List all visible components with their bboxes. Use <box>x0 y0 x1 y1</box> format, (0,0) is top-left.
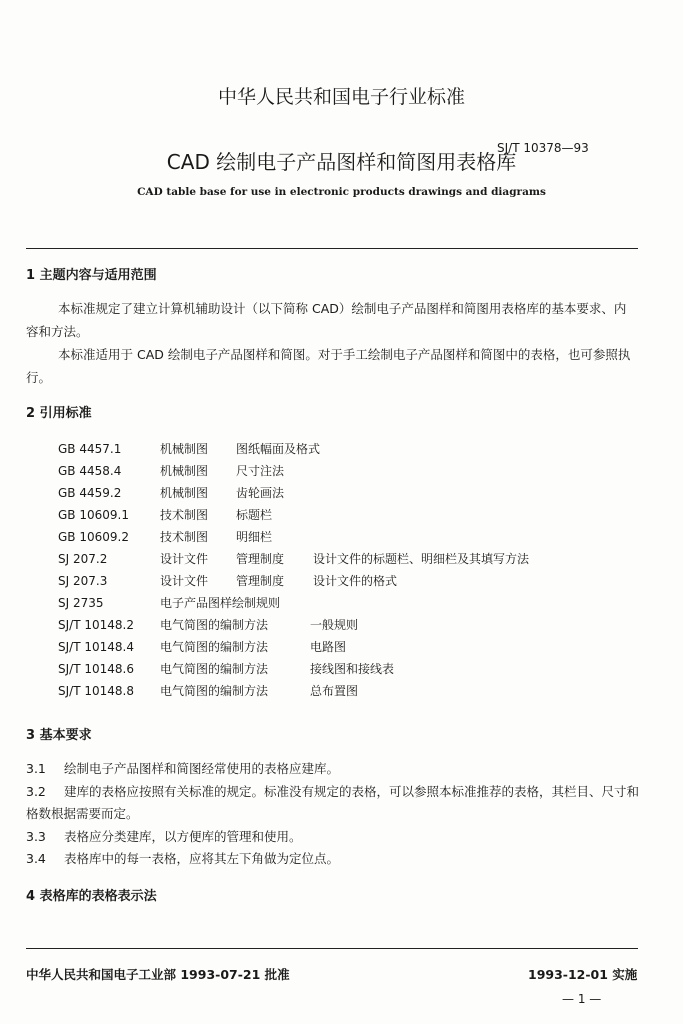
implementation-date: 1993-12-01 实施 <box>528 967 638 982</box>
requirement-number: 3.4 <box>26 851 46 866</box>
reference-category: 电子产品图样绘制规则 <box>160 596 281 610</box>
page-number: — 1 — <box>562 992 602 1006</box>
reference-category: 技术制图 <box>160 530 209 544</box>
requirement-item <box>26 826 646 848</box>
reference-code: GB 4459.2 <box>58 486 122 500</box>
reference-row <box>58 550 529 572</box>
section-1-para-2 <box>26 343 638 389</box>
reference-subject: 总布置图 <box>310 684 359 698</box>
document-title-cn: CAD 绘制电子产品图样和简图用表格库 <box>166 150 517 174</box>
reference-row <box>58 660 394 682</box>
org-standard-header: 中华人民共和国电子行业标准 <box>217 86 465 108</box>
reference-row <box>58 484 313 506</box>
reference-code: GB 10609.1 <box>58 508 129 522</box>
reference-description: 设计文件的标题栏、明细栏及其填写方法 <box>313 552 530 566</box>
reference-category: 电气简图的编制方法 <box>160 640 269 654</box>
requirement-text: 表格库中的每一表格，应将其左下角做为定位点。 <box>64 851 340 866</box>
reference-code: SJ/T 10148.2 <box>58 618 134 632</box>
reference-row <box>58 682 358 704</box>
reference-category: 设计文件 <box>160 552 209 566</box>
requirement-text: 表格应分类建库，以方便库的管理和使用。 <box>64 829 302 844</box>
reference-code: SJ 2735 <box>58 596 104 610</box>
reference-category: 机械制图 <box>160 442 209 456</box>
approval-line: 中华人民共和国电子工业部 1993-07-21 批准 <box>26 967 290 982</box>
reference-subject: 管理制度 <box>236 574 285 588</box>
reference-row <box>58 462 313 484</box>
reference-code: SJ 207.2 <box>58 552 108 566</box>
requirement-item <box>26 848 646 870</box>
document-title-en: CAD table base for use in electronic products drawings and diagrams <box>137 186 546 198</box>
reference-code: GB 4457.1 <box>58 442 122 456</box>
section-2-heading: 2 引用标准 <box>26 406 92 421</box>
section-1-heading: 1 主题内容与适用范围 <box>26 268 157 283</box>
reference-row <box>58 440 321 462</box>
reference-subject: 齿轮画法 <box>236 486 285 500</box>
reference-code: SJ/T 10148.4 <box>58 640 134 654</box>
reference-category: 机械制图 <box>160 464 209 478</box>
reference-subject: 尺寸注法 <box>236 464 285 478</box>
reference-code: SJ/T 10148.8 <box>58 684 134 698</box>
requirement-item <box>26 781 646 825</box>
reference-category: 技术制图 <box>160 508 209 522</box>
requirement-number: 3.1 <box>26 761 46 776</box>
reference-category: 电气简图的编制方法 <box>160 662 269 676</box>
standard-number: SJ/T 10378—93 <box>497 141 589 155</box>
reference-subject: 标题栏 <box>236 508 273 522</box>
reference-row <box>58 572 397 594</box>
reference-category: 电气简图的编制方法 <box>160 684 269 698</box>
section-1-para-1-text: 本标准规定了建立计算机辅助设计（以下简称 CAD）绘制电子产品图样和简图用表格库的基本要求、内容和方法。 <box>26 301 627 339</box>
requirement-text: 绘制电子产品图样和简图经常使用的表格应建库。 <box>64 761 340 776</box>
section-3-heading: 3 基本要求 <box>26 728 92 743</box>
reference-description: 设计文件的格式 <box>313 574 398 588</box>
header-divider <box>26 248 638 249</box>
reference-code: SJ 207.3 <box>58 574 108 588</box>
requirement-number: 3.2 <box>26 784 46 799</box>
reference-row <box>58 528 313 550</box>
section-1-para-2-text: 本标准适用于 CAD 绘制电子产品图样和简图。对于手工绘制电子产品图样和简图中的表格，也可参照执行。 <box>26 347 631 385</box>
section-1-para-1 <box>26 297 638 343</box>
requirement-number: 3.3 <box>26 829 46 844</box>
reference-row <box>58 638 346 660</box>
reference-subject: 明细栏 <box>236 530 273 544</box>
reference-code: SJ/T 10148.6 <box>58 662 134 676</box>
reference-subject: 管理制度 <box>236 552 285 566</box>
section-4-heading: 4 表格库的表格表示法 <box>26 889 157 904</box>
requirement-item <box>26 758 646 780</box>
requirement-text: 建库的表格应按照有关标准的规定。标准没有规定的表格，可以参照本标准推荐的表格，其栏目、尺寸和格数根据需要而定。 <box>26 784 640 821</box>
footer-divider <box>26 948 638 949</box>
reference-subject: 接线图和接线表 <box>310 662 395 676</box>
reference-category: 机械制图 <box>160 486 209 500</box>
reference-subject: 电路图 <box>310 640 347 654</box>
reference-category: 设计文件 <box>160 574 209 588</box>
reference-row <box>58 594 280 616</box>
reference-code: GB 4458.4 <box>58 464 122 478</box>
reference-row <box>58 506 313 528</box>
reference-row <box>58 616 358 638</box>
reference-subject: 图纸幅面及格式 <box>236 442 321 456</box>
reference-code: GB 10609.2 <box>58 530 129 544</box>
reference-category: 电气简图的编制方法 <box>160 618 269 632</box>
reference-subject: 一般规则 <box>310 618 359 632</box>
